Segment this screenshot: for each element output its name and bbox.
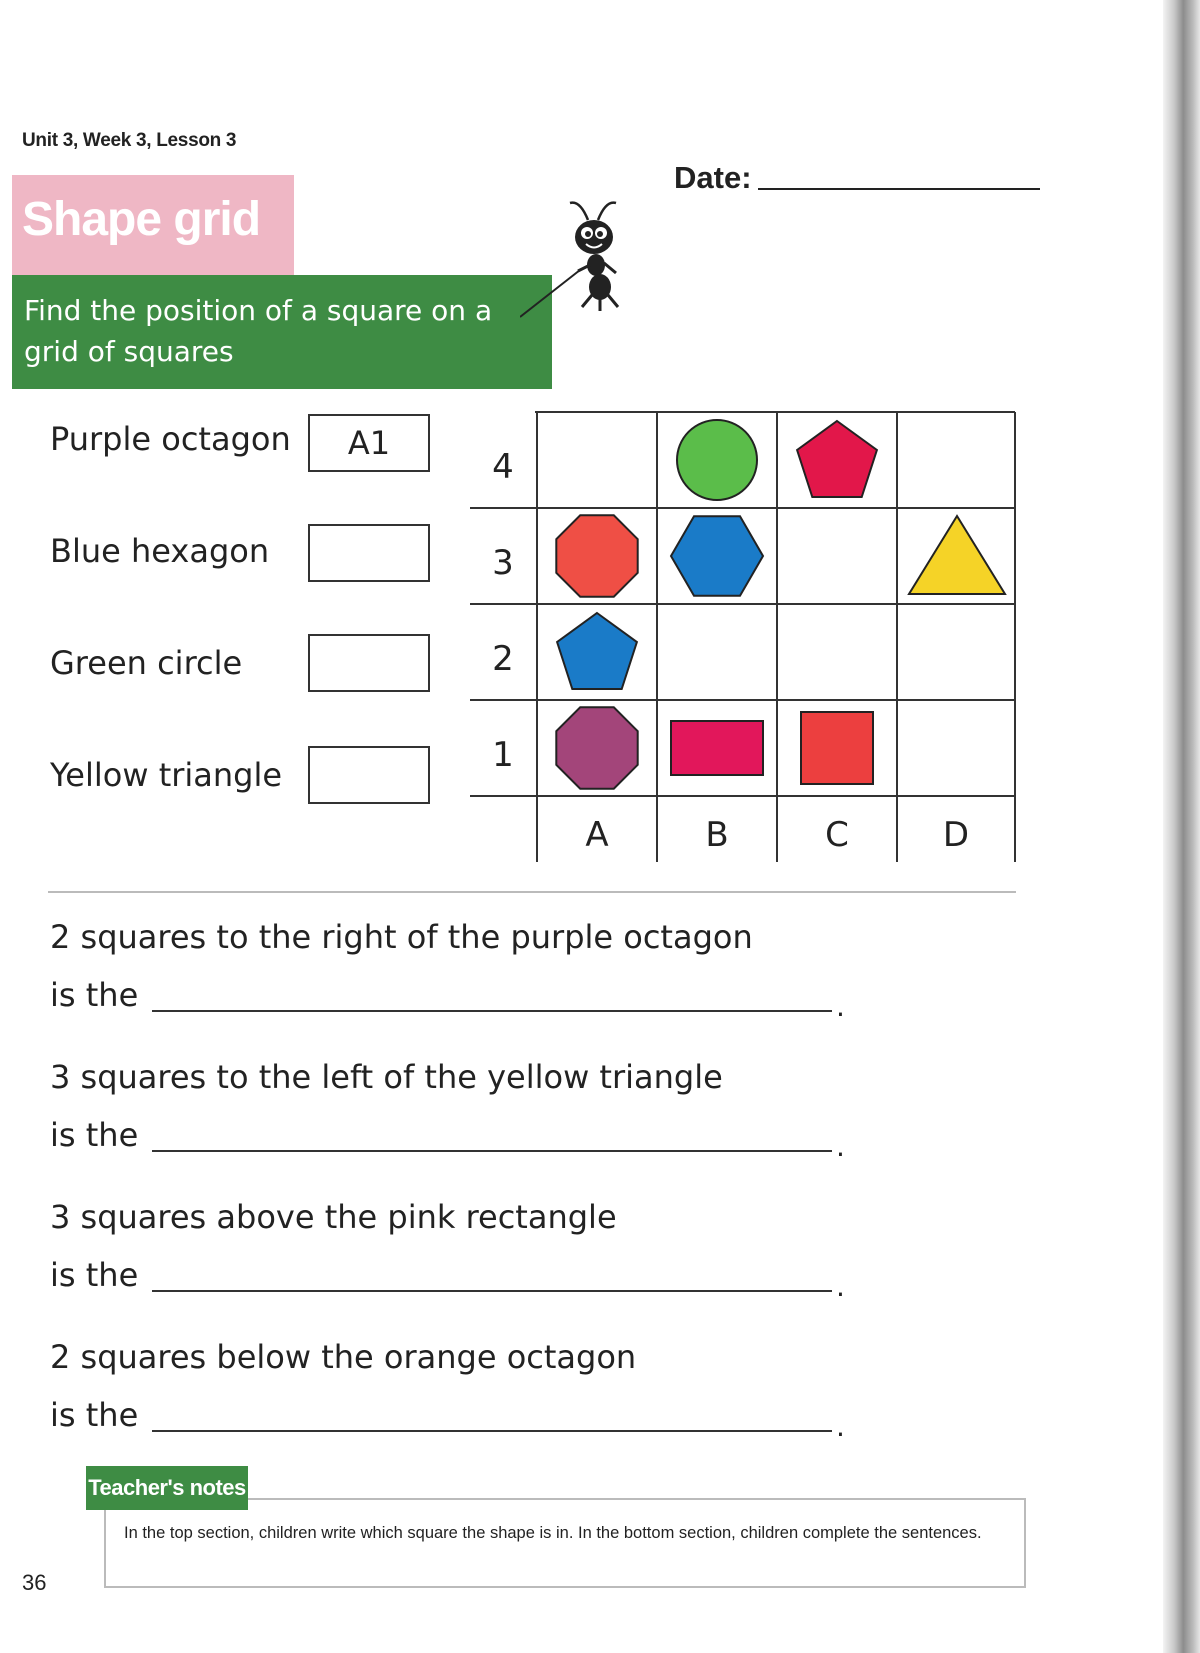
red-square-shape <box>801 712 873 784</box>
column-label-c: C <box>825 815 849 855</box>
question-2-text: 3 squares to the left of the yellow triangle <box>50 1058 723 1096</box>
row-label-2: 2 <box>492 639 514 679</box>
orange-octagon-shape <box>556 515 637 596</box>
row-label-4: 4 <box>492 447 514 487</box>
date-label: Date: <box>674 160 752 195</box>
question-1-period: . <box>836 990 845 1023</box>
question-2-answer-line[interactable] <box>152 1150 832 1152</box>
answer-box-blue-hexagon[interactable] <box>308 524 430 582</box>
question-3-prefix: is the <box>50 1256 139 1294</box>
page-title: Shape grid <box>22 193 261 246</box>
question-3-answer-line[interactable] <box>152 1290 832 1292</box>
label-green-circle: Green circle <box>50 644 243 682</box>
label-purple-octagon: Purple octagon <box>50 420 291 458</box>
shape-grid <box>465 410 1025 870</box>
page-number: 36 <box>22 1570 47 1595</box>
date-answer-line[interactable] <box>758 188 1040 190</box>
answer-box-yellow-triangle[interactable] <box>308 746 430 804</box>
row-labels <box>492 447 514 775</box>
blue-hexagon-shape <box>671 516 763 596</box>
column-label-d: D <box>942 815 970 855</box>
question-1-answer-line[interactable] <box>152 1010 832 1012</box>
row-label-3: 3 <box>492 543 514 583</box>
pink-rectangle-shape <box>671 721 763 775</box>
book-spine-shadow <box>1163 0 1200 1653</box>
question-4-prefix: is the <box>50 1396 139 1434</box>
teachers-notes-heading: Teacher's notes <box>86 1466 248 1510</box>
green-circle-shape <box>677 420 757 500</box>
question-1-prefix: is the <box>50 976 139 1014</box>
pink-pentagon-shape <box>797 421 877 497</box>
section-divider <box>48 891 1016 893</box>
question-1-text: 2 squares to the right of the purple octagon <box>50 918 753 956</box>
lesson-reference: Unit 3, Week 3, Lesson 3 <box>22 130 237 151</box>
column-label-a: A <box>585 815 609 855</box>
column-label-b: B <box>705 815 729 855</box>
blue-pentagon-shape <box>557 613 637 689</box>
answer-box-purple-octagon[interactable]: A1 <box>308 414 430 472</box>
question-4-period: . <box>836 1410 845 1443</box>
purple-octagon-shape <box>556 707 637 788</box>
answer-box-green-circle[interactable] <box>308 634 430 692</box>
question-3-text: 3 squares above the pink rectangle <box>50 1198 617 1236</box>
question-3-period: . <box>836 1270 845 1303</box>
question-4-answer-line[interactable] <box>152 1430 832 1432</box>
objective-text: Find the position of a square on a grid of squares <box>24 294 493 368</box>
question-4-text: 2 squares below the orange octagon <box>50 1338 637 1376</box>
question-2-period: . <box>836 1130 845 1163</box>
label-blue-hexagon: Blue hexagon <box>50 532 270 570</box>
row-label-1: 1 <box>492 735 514 775</box>
teachers-notes-text: In the top section, children write which square the shape is in. In the bottom section, children complete the sentences. <box>124 1524 982 1542</box>
label-yellow-triangle: Yellow triangle <box>50 756 283 794</box>
ant-mascot-icon <box>520 195 650 325</box>
yellow-triangle-shape <box>909 516 1005 594</box>
question-2-prefix: is the <box>50 1116 139 1154</box>
